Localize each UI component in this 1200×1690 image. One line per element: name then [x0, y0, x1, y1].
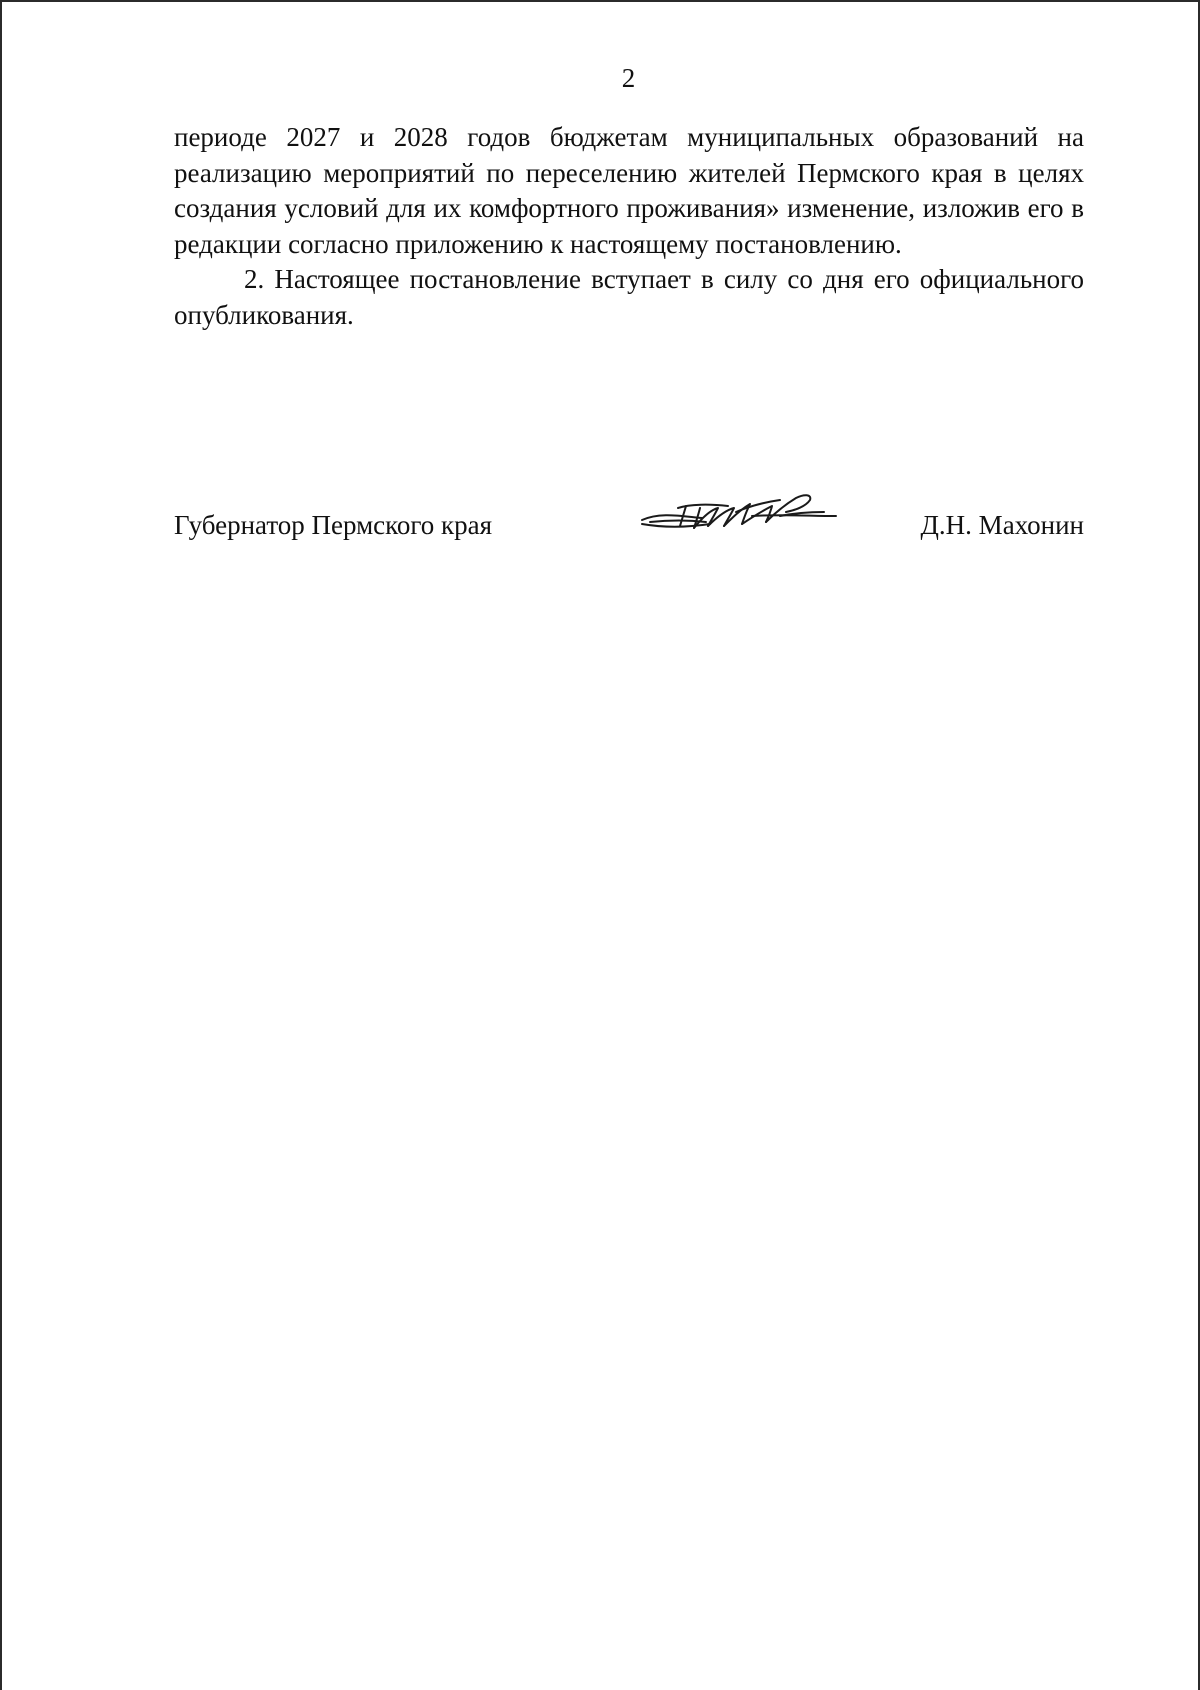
- document-body: [174, 120, 1084, 333]
- handwritten-signature: [640, 482, 840, 542]
- scan-edge-left: [0, 0, 2, 1690]
- signatory-position: Губернатор Пермского края: [174, 510, 493, 540]
- scan-edge-top: [0, 0, 1200, 2]
- signatory-name: Д.Н. Махонин: [920, 510, 1084, 540]
- paragraph-continuation: периоде 2027 и 2028 годов бюджетам муниципальных образований на реализацию мероприятий по переселению жителей Пермского края в целях создания условий для их комфортного проживания» изменение, изложив его в редакции согласно приложению к настоящему постановлению.: [174, 122, 1084, 259]
- signature-block: [174, 508, 1084, 548]
- page-number: 2: [621, 63, 636, 93]
- paragraph-effective-date: 2. Настоящее постановление вступает в силу со дня его официального опубликования.: [174, 264, 1084, 330]
